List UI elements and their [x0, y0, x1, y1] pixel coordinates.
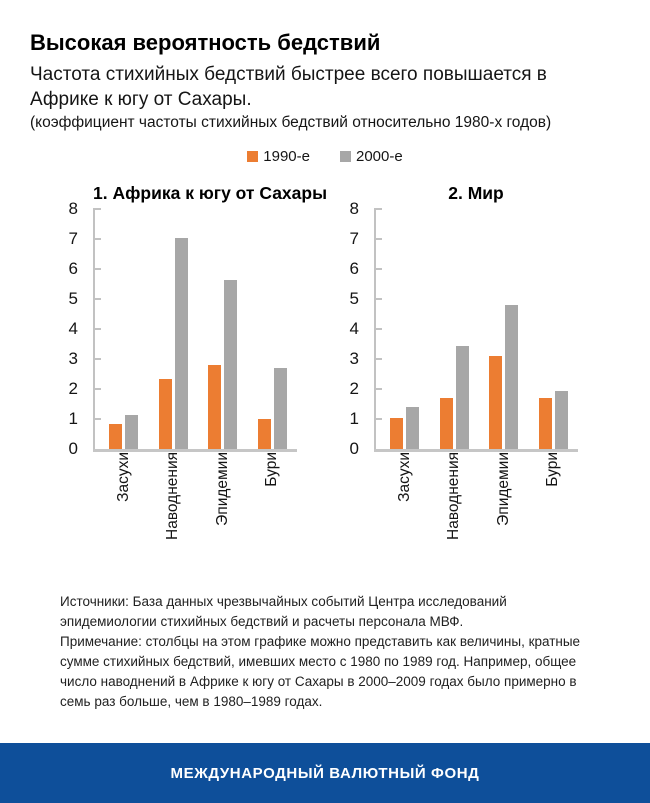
legend-label-1990s: 1990-е: [263, 148, 310, 165]
y-axis-tick-label: 3: [349, 349, 359, 368]
x-axis-category-label: Эпидемии: [494, 452, 512, 526]
y-axis-tick-label: 2: [68, 379, 78, 398]
bar-group: [248, 208, 298, 449]
plot-area: [374, 208, 578, 452]
chart-title: 2. Мир: [448, 183, 504, 203]
bar: [555, 391, 568, 450]
bar: [109, 424, 122, 450]
y-axis-tick-label: 1: [68, 409, 78, 428]
x-axis-label-cell: [198, 452, 248, 564]
y-axis-tick-label: 6: [68, 259, 78, 278]
y-axis-tick-label: 3: [68, 349, 78, 368]
x-axis-category-label: Бури: [544, 452, 562, 487]
legend-item-1990s: [247, 148, 310, 165]
unit-note: (коэффициент частоты стихийных бедствий относительно 1980-х годов): [30, 114, 552, 131]
bar: [489, 356, 502, 449]
x-axis-label-cell: [248, 452, 298, 564]
legend-swatch-2000s-icon: [340, 151, 351, 162]
page-title: Высокая вероятность бедствий: [30, 30, 381, 55]
imf-footer-text: МЕЖДУНАРОДНЫЙ ВАЛЮТНЫЙ ФОНД: [170, 764, 480, 782]
x-axis-label-cell: [430, 452, 480, 564]
bar-groups: [93, 208, 297, 449]
bar: [406, 407, 419, 449]
y-axis-tick-label: 5: [68, 289, 78, 308]
methodology-note: Примечание: столбцы на этом графике можно представить как величины, кратные сумме стихийных бедствий, имевших место с 1980 по 1989 год. Например, общее число наводнений в Африке к югу от Сахары в 2000–2009 годах было примерно в семь раз больше, чем в 1980–1989 годах.: [60, 634, 581, 709]
y-axis-tick-label: 7: [349, 229, 359, 248]
charts-row: [30, 183, 620, 564]
x-axis-label-cell: [99, 452, 149, 564]
y-axis-tick-label: 8: [68, 199, 78, 218]
bar: [224, 280, 237, 450]
bar: [539, 398, 552, 449]
y-axis-tick-label: 4: [68, 319, 78, 338]
y-axis-tick-label: 0: [68, 439, 78, 458]
y-axis-tick-label: 0: [349, 439, 359, 458]
chart-body: [341, 199, 578, 458]
y-axis-tick-label: 4: [349, 319, 359, 338]
legend-item-2000s: [340, 148, 403, 165]
y-axis-tick-label: 2: [349, 379, 359, 398]
x-axis-category-label: Засухи: [395, 452, 413, 502]
y-axis-tick-label: 5: [349, 289, 359, 308]
x-axis-category-label: Наводнения: [164, 452, 182, 540]
y-axis-tick-label: 7: [68, 229, 78, 248]
bar-group: [430, 208, 480, 449]
x-axis-category-label: Бури: [263, 452, 281, 487]
x-axis-category-label: Наводнения: [445, 452, 463, 540]
plot-area: [93, 208, 297, 452]
legend-label-2000s: 2000-е: [356, 148, 403, 165]
bar: [175, 238, 188, 450]
bar-groups: [374, 208, 578, 449]
x-axis-label-cell: [380, 452, 430, 564]
bar: [125, 415, 138, 450]
x-axis-label-cell: [149, 452, 199, 564]
x-axis-label-cell: [529, 452, 579, 564]
legend-swatch-1990s-icon: [247, 151, 258, 162]
y-axis: [341, 199, 374, 458]
chart-panel-1: [60, 183, 328, 564]
bar: [505, 305, 518, 449]
y-axis-tick-label: 6: [349, 259, 359, 278]
x-axis-labels: [374, 452, 578, 564]
bar-group: [380, 208, 430, 449]
bar-group: [149, 208, 199, 449]
y-axis-tick-label: 1: [349, 409, 359, 428]
legend: [30, 148, 620, 165]
y-axis: [60, 199, 93, 458]
x-axis-labels: [93, 452, 297, 564]
notes-block: [30, 592, 620, 712]
bar: [208, 365, 221, 449]
chart-title: 1. Африка к югу от Сахары: [93, 183, 328, 203]
chart-panel-2: [341, 183, 578, 564]
bar: [390, 418, 403, 450]
bar: [159, 379, 172, 450]
bar: [456, 346, 469, 450]
x-axis-category-label: Эпидемии: [213, 452, 231, 526]
source-note: Источники: База данных чрезвычайных событий Центра исследований эпидемиологии стихийных бедствий и расчеты персонала МВФ.: [60, 594, 507, 629]
x-axis-category-label: Засухи: [114, 452, 132, 502]
x-axis-label-cell: [479, 452, 529, 564]
bar-group: [479, 208, 529, 449]
bar: [274, 368, 287, 449]
bar-group: [99, 208, 149, 449]
bar: [440, 398, 453, 449]
bar-group: [198, 208, 248, 449]
chart-body: [60, 199, 297, 458]
bar-group: [529, 208, 579, 449]
imf-footer-bar: [0, 743, 650, 803]
subtitle: Частота стихийных бедствий быстрее всего повышается в Африке к югу от Сахары.: [30, 64, 547, 110]
bar: [258, 419, 271, 449]
y-axis-tick-label: 8: [349, 199, 359, 218]
